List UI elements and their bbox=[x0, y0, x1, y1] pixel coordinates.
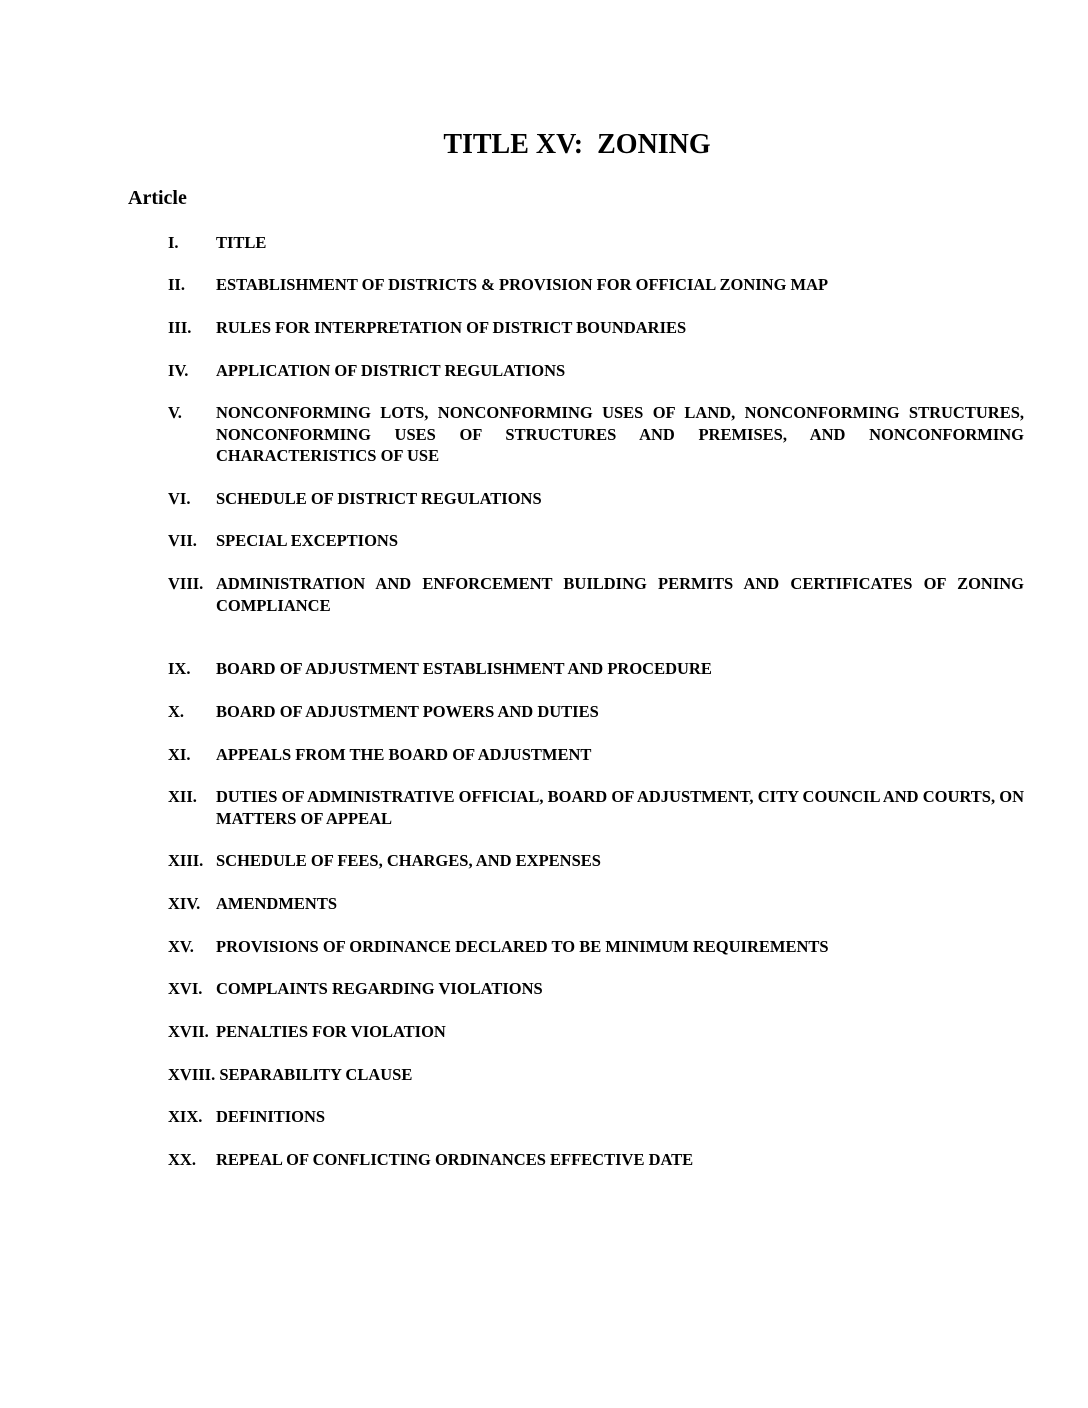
article-entry-14 bbox=[168, 893, 1024, 915]
article-entry-4 bbox=[168, 360, 1024, 382]
article-numeral: XVI. bbox=[168, 979, 203, 998]
article-entry-9 bbox=[168, 658, 1024, 680]
article-title: BOARD OF ADJUSTMENT ESTABLISHMENT AND PROCEDURE bbox=[216, 659, 712, 678]
page-title: TITLE XV: ZONING bbox=[443, 129, 711, 160]
article-title: SCHEDULE OF DISTRICT REGULATIONS bbox=[216, 489, 542, 508]
article-title: DEFINITIONS bbox=[216, 1107, 326, 1126]
article-entry-3 bbox=[168, 317, 1024, 339]
article-entry-20 bbox=[168, 1149, 1024, 1171]
article-numeral: XV. bbox=[168, 937, 194, 956]
article-numeral: III. bbox=[168, 318, 192, 337]
article-title: TITLE bbox=[216, 233, 267, 252]
article-entry-15 bbox=[168, 936, 1024, 958]
article-title: DUTIES OF ADMINISTRATIVE OFFICIAL, BOARD OF ADJUSTMENT, CITY COUNCIL AND COURTS, ON MATTERS OF APPEAL bbox=[216, 787, 1024, 828]
article-entry-2 bbox=[168, 274, 1024, 296]
article-entry-5 bbox=[168, 402, 1024, 467]
article-numeral: VIII. bbox=[168, 574, 204, 593]
article-title: NONCONFORMING LOTS, NONCONFORMING USES OF LAND, NONCONFORMING STRUCTURES, NONCONFORMING USES OF STRUCTURES AND PREMISES, AND NONCONFORMING CHARACTERISTICS OF USE bbox=[216, 403, 1024, 465]
article-numeral: XII. bbox=[168, 787, 197, 806]
article-entry-18 bbox=[168, 1064, 1024, 1086]
article-numeral: V. bbox=[168, 403, 182, 422]
article-title: APPEALS FROM THE BOARD OF ADJUSTMENT bbox=[216, 745, 592, 764]
article-numeral: XIII. bbox=[168, 851, 204, 870]
article-numeral: XVII. bbox=[168, 1022, 209, 1041]
article-title: APPLICATION OF DISTRICT REGULATIONS bbox=[216, 361, 566, 380]
article-entry-17 bbox=[168, 1021, 1024, 1043]
article-title: REPEAL OF CONFLICTING ORDINANCES EFFECTIVE DATE bbox=[216, 1150, 694, 1169]
article-entry-12 bbox=[168, 786, 1024, 829]
article-title: COMPLAINTS REGARDING VIOLATIONS bbox=[216, 979, 543, 998]
article-numeral: XVIII. bbox=[168, 1065, 220, 1084]
article-entry-7 bbox=[168, 530, 1024, 552]
article-entry-19 bbox=[168, 1106, 1024, 1128]
article-entry-10 bbox=[168, 701, 1024, 723]
article-entry-13 bbox=[168, 850, 1024, 872]
article-title: SEPARABILITY CLAUSE bbox=[219, 1065, 413, 1084]
article-numeral: II. bbox=[168, 275, 185, 294]
article-entry-1 bbox=[168, 232, 1024, 254]
article-title: SCHEDULE OF FEES, CHARGES, AND EXPENSES bbox=[216, 851, 601, 870]
article-numeral: XIV. bbox=[168, 894, 201, 913]
article-numeral: VI. bbox=[168, 489, 191, 508]
article-entry-6 bbox=[168, 488, 1024, 510]
article-title: AMENDMENTS bbox=[216, 894, 338, 913]
article-title: RULES FOR INTERPRETATION OF DISTRICT BOUNDARIES bbox=[216, 318, 687, 337]
article-numeral: I. bbox=[168, 233, 179, 252]
article-numeral: VII. bbox=[168, 531, 197, 550]
article-heading: Article bbox=[128, 187, 187, 209]
article-entry-16 bbox=[168, 978, 1024, 1000]
article-numeral: XX. bbox=[168, 1150, 196, 1169]
article-title: BOARD OF ADJUSTMENT POWERS AND DUTIES bbox=[216, 702, 599, 721]
article-numeral: XI. bbox=[168, 745, 191, 764]
article-entry-8 bbox=[168, 573, 1024, 616]
article-title: PENALTIES FOR VIOLATION bbox=[216, 1022, 446, 1041]
article-title: SPECIAL EXCEPTIONS bbox=[216, 531, 399, 550]
article-title: PROVISIONS OF ORDINANCE DECLARED TO BE MINIMUM REQUIREMENTS bbox=[216, 937, 829, 956]
article-numeral: IX. bbox=[168, 659, 191, 678]
article-title: ESTABLISHMENT OF DISTRICTS & PROVISION FOR OFFICIAL ZONING MAP bbox=[216, 275, 829, 294]
article-entry-11 bbox=[168, 744, 1024, 766]
article-numeral: X. bbox=[168, 702, 185, 721]
article-title: ADMINISTRATION AND ENFORCEMENT BUILDING PERMITS AND CERTIFICATES OF ZONING COMPLIANCE bbox=[216, 574, 1024, 615]
article-numeral: XIX. bbox=[168, 1107, 203, 1126]
article-numeral: IV. bbox=[168, 361, 189, 380]
